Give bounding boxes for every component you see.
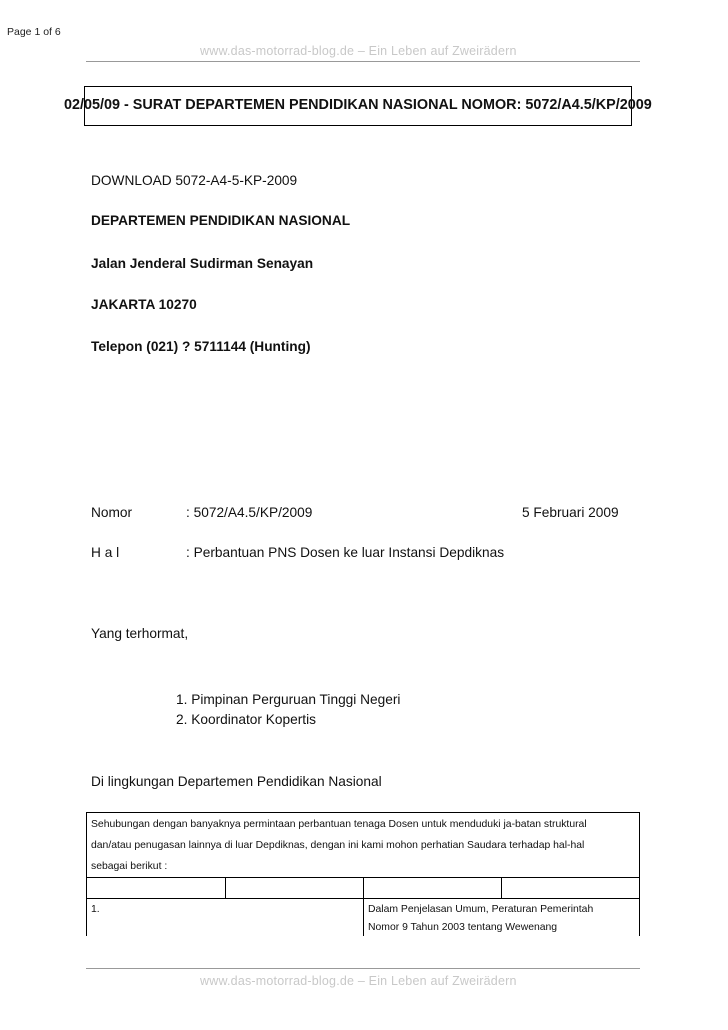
salutation: Yang terhormat,	[91, 626, 189, 641]
table-intro-line: dan/atau penugasan lainnya di luar Depdiknas, dengan ini kami mohon perhatian Saudara terhadap hal-hal	[91, 840, 585, 851]
letter-date: 5 Februari 2009	[522, 505, 619, 520]
table-intro-line: sebagai berikut :	[91, 861, 168, 872]
table-intro-line: Sehubungan dengan banyaknya permintaan perbantuan tenaga Dosen untuk menduduki ja-batan struktural	[91, 819, 587, 830]
location-line: Di lingkungan Departemen Pendidikan Nasional	[91, 774, 382, 789]
letterhead-city: JAKARTA 10270	[91, 297, 197, 312]
recipient-item: 2. Koordinator Kopertis	[176, 712, 316, 727]
letterhead-phone: Telepon (021) ? 5711144 (Hunting)	[91, 339, 311, 354]
download-link[interactable]: DOWNLOAD 5072-A4-5-KP-2009	[91, 173, 298, 188]
table-col-divider	[225, 877, 226, 898]
nomor-label: Nomor	[91, 505, 133, 520]
header-rule	[86, 61, 640, 62]
nomor-value: : 5072/A4.5/KP/2009	[186, 505, 313, 520]
document-title: 02/05/09 - SURAT DEPARTEMEN PENDIDIKAN NASIONAL NOMOR: 5072/A4.5/KP/2009	[64, 97, 652, 113]
hal-label: H a l	[91, 545, 120, 560]
page-indicator: Page 1 of 6	[7, 26, 61, 38]
watermark-bottom: www.das-motorrad-blog.de – Ein Leben auf Zweirädern	[200, 974, 517, 988]
footer-rule	[86, 968, 640, 969]
table-border-right	[639, 812, 640, 936]
table-cell-text: Nomor 9 Tahun 2003 tentang Wewenang	[368, 922, 558, 933]
table-cell-text: Dalam Penjelasan Umum, Peraturan Pemerintah	[368, 904, 594, 915]
table-row-divider	[86, 898, 640, 899]
table-border-left	[86, 812, 87, 936]
table-col-divider	[363, 877, 364, 936]
recipient-item: 1. Pimpinan Perguruan Tinggi Negeri	[176, 692, 401, 707]
letterhead-street: Jalan Jenderal Sudirman Senayan	[91, 256, 314, 271]
table-border-top	[86, 812, 640, 813]
table-col-divider	[501, 877, 502, 898]
hal-value: : Perbantuan PNS Dosen ke luar Instansi Depdiknas	[186, 545, 505, 560]
table-cell-number: 1.	[91, 904, 100, 915]
letterhead-department: DEPARTEMEN PENDIDIKAN NASIONAL	[91, 213, 351, 228]
watermark-top: www.das-motorrad-blog.de – Ein Leben auf Zweirädern	[200, 44, 517, 58]
